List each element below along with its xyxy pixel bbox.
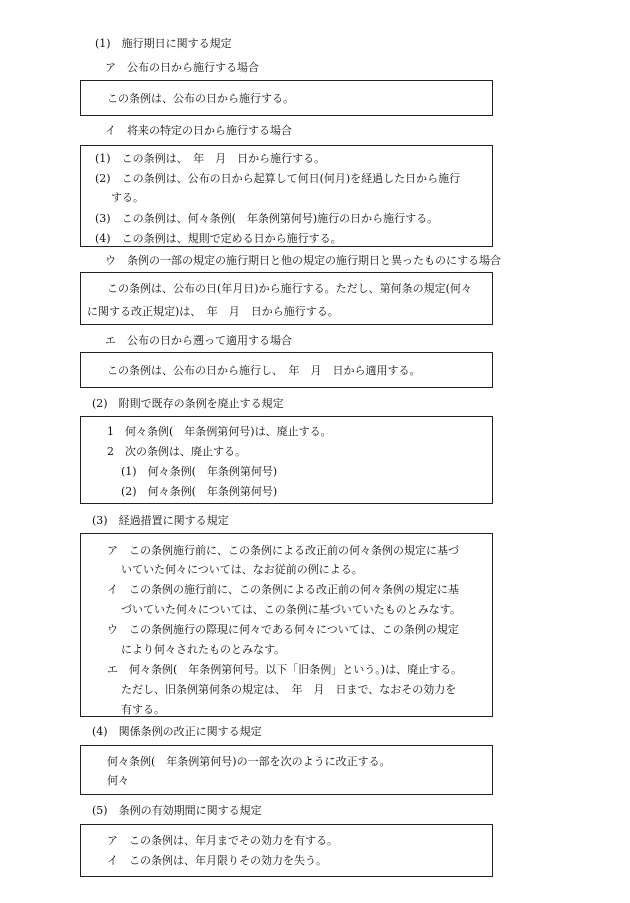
text-line: エ 何々条例( 年条例第何号。以下「旧条例」という。)は、廃止する。 <box>107 663 463 676</box>
text-line: 有する。 <box>121 703 165 716</box>
section-4-heading: (4) 関係条例の改正に関する規定 <box>92 725 262 738</box>
section-1-heading: (1) 施行期日に関する規定 <box>95 37 232 50</box>
text-line: この条例は、公布の日(年月日)から施行する。ただし、第何条の規定(何々 <box>107 282 472 295</box>
text-line: づいていた何々については、この条例に基づいていたものとみなす。 <box>121 603 461 616</box>
section-2-box <box>80 416 493 504</box>
text-line: イ この条例の施行前に、この条例による改正前の何々条例の規定に基 <box>107 583 459 596</box>
text-line: (2) この条例は、公布の日から起算して何日(何月)を経過した日から施行 <box>95 172 461 185</box>
text-line: この条例は、公布の日から施行し、 年 月 日から適用する。 <box>107 364 421 377</box>
text-line: (3) この条例は、何々条例( 年条例第何号)施行の日から施行する。 <box>95 212 439 225</box>
text-line: ウ この条例施行の際現に何々である何々については、この条例の規定 <box>107 623 459 636</box>
section-3-heading: (3) 経過措置に関する規定 <box>92 514 229 527</box>
text-line: (1) この条例は、 年 月 日から施行する。 <box>95 152 326 165</box>
text-line: 何々 <box>107 774 129 787</box>
text-line: に関する改正規定)は、 年 月 日から施行する。 <box>87 305 339 318</box>
section-1e-label: エ 公布の日から遡って適用する場合 <box>105 334 292 347</box>
text-line: いていた何々については、なお従前の例による。 <box>121 563 363 576</box>
section-1u-box <box>80 272 493 325</box>
text-line: イ この条例は、年月限りその効力を失う。 <box>107 854 327 867</box>
text-line: ア この条例施行前に、この条例による改正前の何々条例の規定に基づ <box>107 544 459 557</box>
text-line: ただし、旧条例第何条の規定は、 年 月 日まで、なおその効力を <box>121 683 457 696</box>
section-1e-box <box>80 352 493 388</box>
section-1a-label: ア 公布の日から施行する場合 <box>105 61 259 74</box>
text-line: 1 何々条例( 年条例第何号)は、廃止する。 <box>107 425 332 438</box>
section-5-box <box>80 824 493 877</box>
section-5-heading: (5) 条例の有効期間に関する規定 <box>92 804 262 817</box>
text-line: (2) 何々条例( 年条例第何号) <box>121 485 278 498</box>
text-line: する。 <box>111 191 144 204</box>
section-1i-box <box>80 145 493 247</box>
text-line: この条例は、公布の日から施行する。 <box>107 92 294 105</box>
text-line: (4) この条例は、規則で定める日から施行する。 <box>95 232 342 245</box>
text-line: 2 次の条例は、廃止する。 <box>107 445 246 458</box>
section-1u-label: ウ 条例の一部の規定の施行期日と他の規定の施行期日と異ったものにする場合 <box>105 254 501 267</box>
section-1i-label: イ 将来の特定の日から施行する場合 <box>105 124 292 137</box>
section-3-box <box>80 533 493 717</box>
text-line: (1) 何々条例( 年条例第何号) <box>121 465 278 478</box>
section-1a-box <box>80 80 493 116</box>
text-line: 何々条例( 年条例第何号)の一部を次のように改正する。 <box>107 755 391 768</box>
section-4-box <box>80 745 493 795</box>
section-2-heading: (2) 附則で既存の条例を廃止する規定 <box>92 397 284 410</box>
text-line: ア この条例は、年月までその効力を有する。 <box>107 834 338 847</box>
text-line: により何々されたものとみなす。 <box>121 643 286 656</box>
